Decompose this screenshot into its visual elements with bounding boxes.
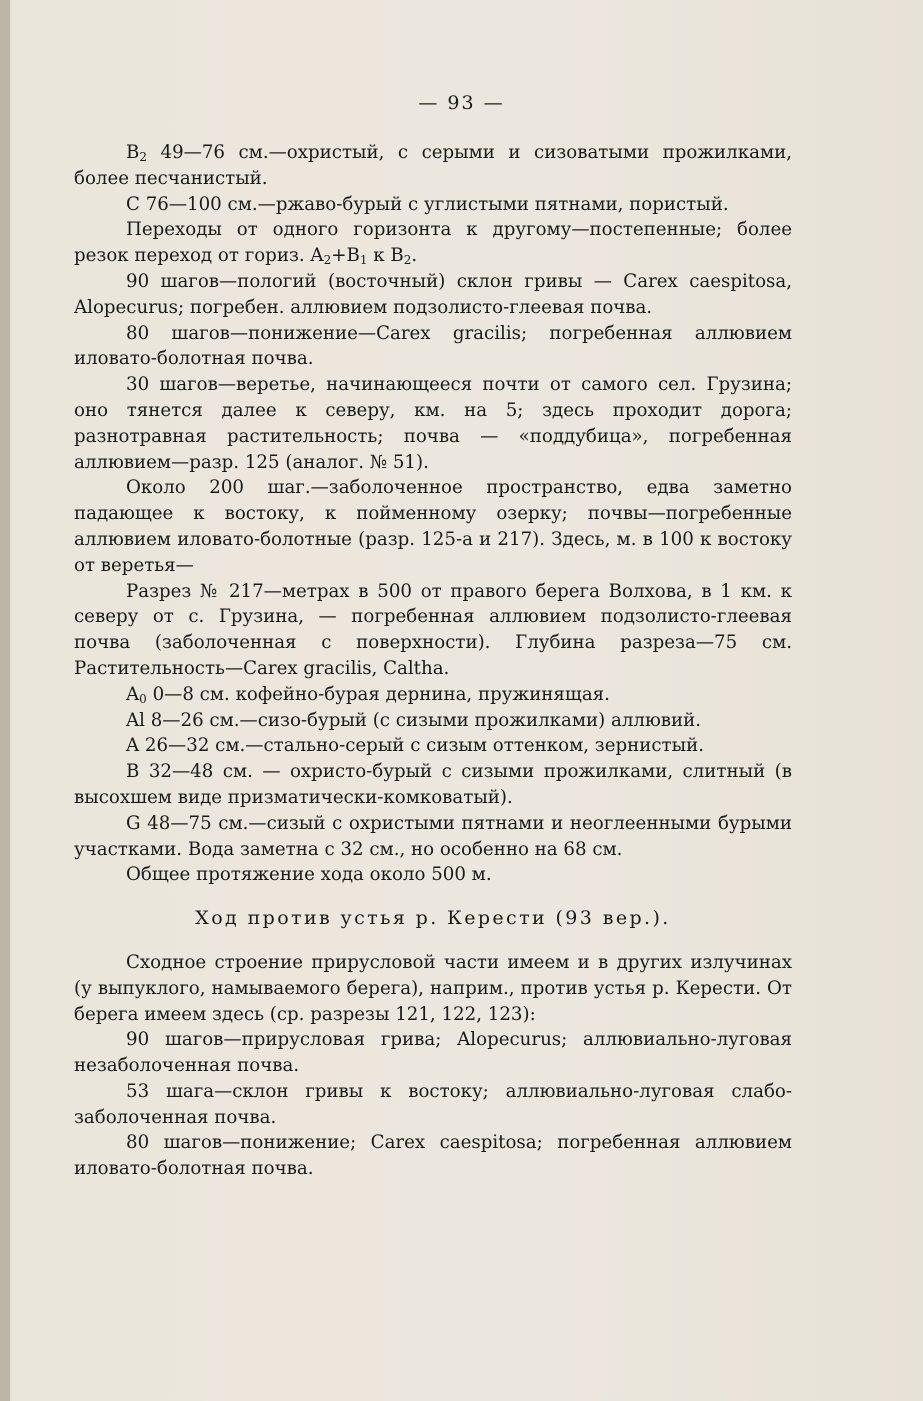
paragraph: 53 шага—склон гривы к востоку; аллювиально-луговая слабо-заболоченная почва.: [74, 1080, 792, 1128]
paragraph: $A_0$ 0—8 см. кофейно-бурая дернина, пружинящая.: [126, 683, 610, 706]
paragraph: B 32—48 см. — охристо-бурый с сизыми прожилками, слитный (в высохшем виде призматически-комковатый).: [74, 761, 792, 808]
paragraph: Сходное строение прирусловой части имеем и в других излучинах (у выпуклого, намываемого берега), наприм., против устья р. Керести. От берега имеем здесь (ср. разрезы 121, 122, 123):: [74, 951, 792, 1025]
paragraph: Около 200 шаг.—заболоченное пространство, едва заметно падающее к востоку, к пойменному озерку; почвы—погребенные аллювием иловато-болотные (разр. 125-а и 217). Здесь, м. в 100 к востоку от веретья—: [74, 477, 792, 576]
paragraph: G 48—75 см.—сизый с охристыми пятнами и неоглеенными бурыми участками. Вода заметна с 32 см., но особенно на 68 см.: [74, 812, 792, 860]
paragraph: 90 шагов—пологий (восточный) склон гривы — Carex caespitosa, Alopecurus; погребен. аллювием подзолисто-глеевая почва.: [74, 270, 792, 318]
paragraph: Переходы от одного горизонта к другому—постепенные; более резок переход от гориз. $A_2+B_1$ к $B_2$.: [74, 219, 792, 268]
page-edge: [0, 0, 10, 1401]
paragraph: Al 8—26 см.—сизо-бурый (с сизыми прожилками) аллювий.: [126, 709, 702, 731]
paragraph: Общее протяжение хода около 500 м.: [126, 864, 492, 886]
paragraph: A 26—32 см.—стально-серый с сизым оттенком, зернистый.: [126, 735, 704, 757]
paragraph: 30 шагов—веретье, начинающееся почти от самого сел. Грузина; оно тянется далее к северу, км. на 5; здесь проходит дорога; разнотравная растительность; почва — «поддубица», погребенная аллювием—разр. 125 (аналог. № 51).: [74, 374, 792, 473]
body-text: [74, 140, 792, 1182]
paragraph: С 76—100 см.—ржаво-бурый с углистыми пятнами, пористый.: [126, 193, 729, 215]
paragraph: $B_2$ 49—76 см.—охристый, с серыми и сизоватыми прожилками, более песчанистый.: [74, 142, 792, 189]
paragraph: 80 шагов—понижение; Carex caespitosa; погребенная аллювием иловато-болотная почва.: [74, 1132, 792, 1180]
paragraph: 80 шагов—понижение—Carex gracilis; погребенная аллювием иловато-болотная почва.: [74, 322, 792, 370]
paragraph: Разрез № 217—метрах в 500 от правого берега Волхова, в 1 км. к северу от с. Грузина, — погребенная аллювием подзолисто-глеевая почва (заболоченная с поверхности). Глубина разреза—75 см. Растительность—Carex gracilis, Caltha.: [74, 580, 792, 679]
section-heading: Ход против устья р. Керести (93 вер.).: [195, 907, 671, 930]
page-number: — 93 —: [418, 92, 505, 114]
paragraph: 90 шагов—прирусловая грива; Alopecurus; аллювиально-луговая незаболоченная почва.: [74, 1029, 792, 1077]
